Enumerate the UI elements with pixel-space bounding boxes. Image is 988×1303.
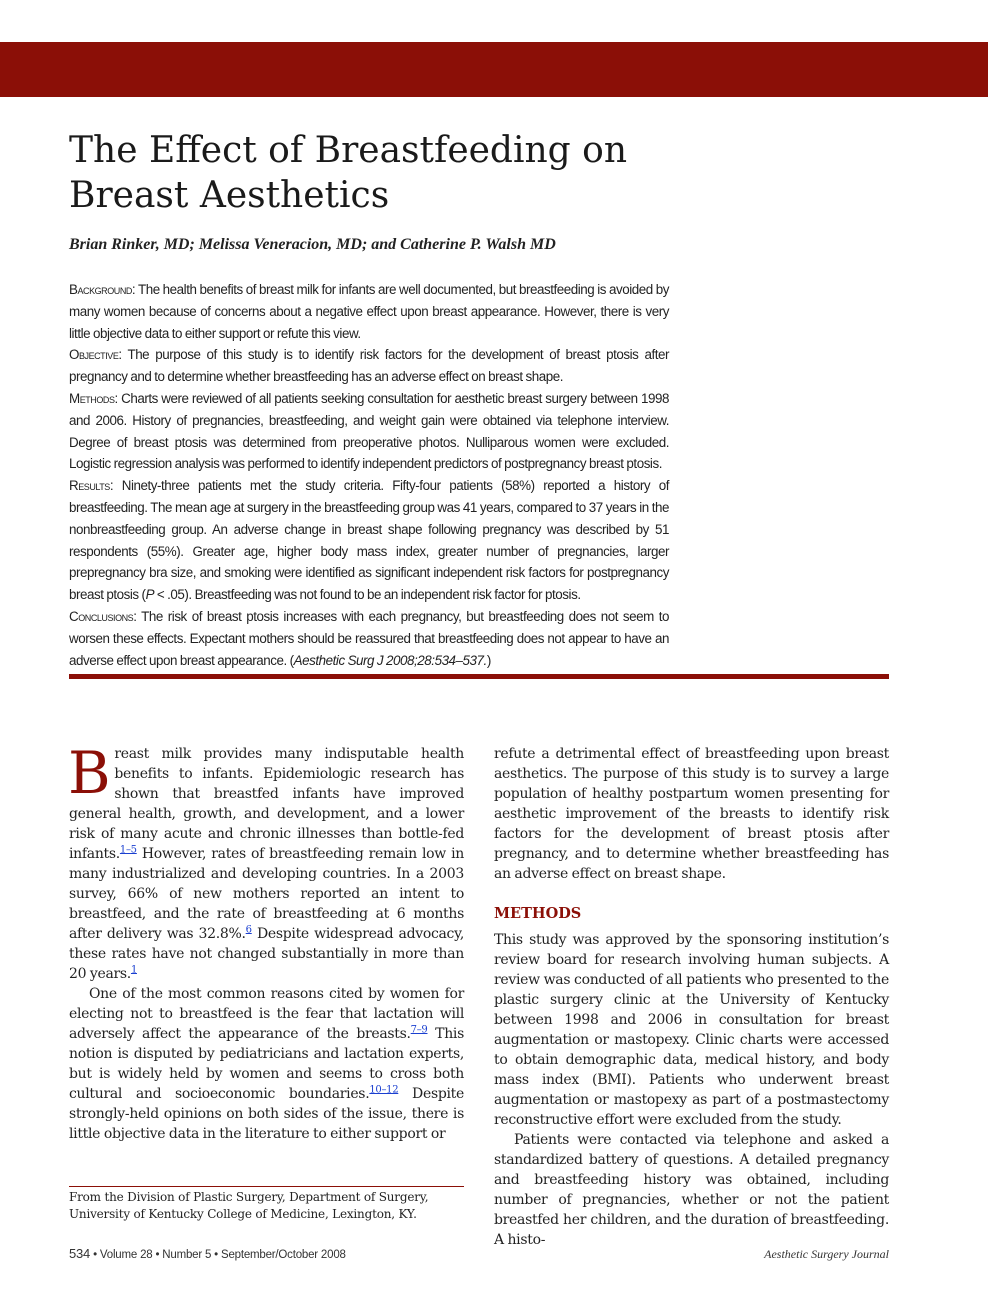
header-band <box>0 42 988 97</box>
results-label: Results: <box>69 478 114 494</box>
reference-link[interactable]: 10–12 <box>369 1084 399 1096</box>
body-column-right <box>494 744 889 1250</box>
abstract-divider <box>69 674 889 679</box>
results-text-b: < .05). Breastfeeding was not found to be an independent risk factor for ptosis. <box>154 587 581 603</box>
abstract-objective <box>69 344 669 388</box>
issue-info: • Volume 28 • Number 5 • September/October 2008 <box>90 1249 346 1261</box>
methods-paragraph-2: Patients were contacted via telephone and asked a standardized battery of questions. A detailed pregnancy and breastfeeding history was obtained, including number of pregnancies, whether or not the patient breastfed her children, and the duration of breastfeeding. A histo- <box>494 1132 889 1248</box>
drop-cap: B <box>68 739 111 807</box>
objective-label: Objective: <box>69 347 122 363</box>
article-title <box>69 128 709 218</box>
intro-p2-text-c: Despite strongly-held opinions on both sides of the issue, there is little objective data in the literature to either support or <box>69 1086 464 1142</box>
objective-text: The purpose of this study is to identify risk factors for the development of breast ptosis after pregnancy and to determine whether breastfeeding has an adverse effect on breast shape. <box>69 347 669 385</box>
background-label: Background: <box>69 282 136 297</box>
intro-p2-text-b: This notion is disputed by pediatricians and lactation experts, but is widely held by women and seems to cross both cultural and socioeconomic boundaries. <box>69 1026 464 1102</box>
reference-link[interactable]: 1–5 <box>119 844 137 856</box>
intro-p1-text-b: However, rates of breastfeeding remain low in many industrialized and developing countries. In a 2003 survey, 66% of new mothers reported an intent to breastfeed, and the rate of breastfeeding at 6 months after delivery was 32.8%. <box>69 846 464 942</box>
methods-heading: METHODS <box>494 905 582 922</box>
abstract-methods <box>69 388 669 475</box>
footnote-divider <box>69 1186 464 1187</box>
reference-link[interactable]: 1 <box>130 964 137 976</box>
title-line-2: Breast Aesthetics <box>69 175 390 216</box>
p-value-symbol: P <box>145 587 155 603</box>
citation: Aesthetic Surg J 2008;28:534–537. <box>293 652 487 668</box>
methods-label: Methods: <box>69 390 118 406</box>
abstract-results <box>69 475 669 606</box>
page-number: 534 <box>69 1246 91 1261</box>
conclusions-label: Conclusions: <box>69 608 137 624</box>
conclusions-text: The risk of breast ptosis increases with each pregnancy, but breastfeeding does not seem to worsen these effects. Expectant mothers should be reassured that breastfeeding does not appear to have an adverse effect upon breast appearance. ( <box>69 608 669 668</box>
affiliation-footnote: From the Division of Plastic Surgery, Department of Surgery, University of Kentucky College of Medicine, Lexington, KY. <box>69 1190 429 1221</box>
intro-p1-text-a: reast milk provides many indisputable health benefits to infants. Epidemiologic research has shown that breastfed infants have improved general health, growth, and development, and a lower risk of many acute and chronic illnesses than bottle-fed infants. <box>69 746 464 862</box>
intro-p1-text-c: Despite widespread advocacy, these rates have not changed substantially in more than 20 years. <box>69 926 464 982</box>
abstract-background <box>69 279 669 344</box>
methods-text: Charts were reviewed of all patients seeking consultation for aesthetic breast surgery between 1998 and 2006. History of pregnancies, breastfeeding, and weight gain were obtained via telephone interview. Degree of breast ptosis was determined from preoperative photos. Nulliparous women were excluded. Logistic regression analysis was performed to identify independent predictors of postpregnancy breast ptosis. <box>69 390 669 472</box>
reference-link[interactable]: 7–9 <box>410 1024 428 1036</box>
methods-paragraph-1: This study was approved by the sponsoring institution’s review board for research involving human subjects. A review was conducted of all patients who presented to the plastic surgery clinic at the University of Kentucky between 1998 and 2006 in consultation for breast augmentation or mastopexy. Clinic charts were accessed to obtain demographic data, medical history, and body mass index (BMI). Patients who underwent breast augmentation or mastopexy as part of a postmastectomy reconstructive effort were excluded from the study. <box>494 932 889 1128</box>
journal-name: Aesthetic Surgery Journal <box>764 1247 889 1261</box>
page-footer-left <box>69 1246 346 1261</box>
title-line-1: The Effect of Breastfeeding on <box>69 130 628 171</box>
body-column-left <box>68 739 464 1144</box>
abstract <box>69 279 669 671</box>
reference-link[interactable]: 6 <box>245 924 252 936</box>
citation-close: ) <box>486 652 491 668</box>
background-text: The health benefits of breast milk for infants are well documented, but breastfeeding is avoided by many women because of concerns about a negative effect upon breast appearance. However, there is very little objective data to either support or refute this view. <box>69 282 669 341</box>
intro-p2-text-a: One of the most common reasons cited by women for electing not to breastfeed is the fear that lactation will adversely affect the appearance of the breasts. <box>69 986 464 1042</box>
abstract-conclusions <box>69 606 669 671</box>
intro-paragraph-3: refute a detrimental effect of breastfeeding upon breast aesthetics. The purpose of this study is to survey a large population of healthy postpartum women presenting for aesthetic improvement of the breasts to identify risk factors for the development of breast ptosis after pregnancy, and to determine whether breastfeeding has an adverse effect on breast shape. <box>494 746 889 882</box>
results-text-a: Ninety-three patients met the study criteria. Fifty-four patients (58%) reported a history of breastfeeding. The mean age at surgery in the breastfeeding group was 41 years, compared to 37 years in the nonbreastfeeding group. An adverse change in breast shape following pregnancy was described by 51 respondents (55%). Greater age, higher body mass index, greater number of pregnancies, larger prepregnancy bra size, and smoking were identified as significant independent risk factors for postpregnancy breast ptosis ( <box>69 478 669 603</box>
intro-paragraph-1 <box>68 739 464 984</box>
intro-paragraph-2 <box>69 984 464 1144</box>
author-list: Brian Rinker, MD; Melissa Veneracion, MD; and Catherine P. Walsh MD <box>69 236 556 253</box>
